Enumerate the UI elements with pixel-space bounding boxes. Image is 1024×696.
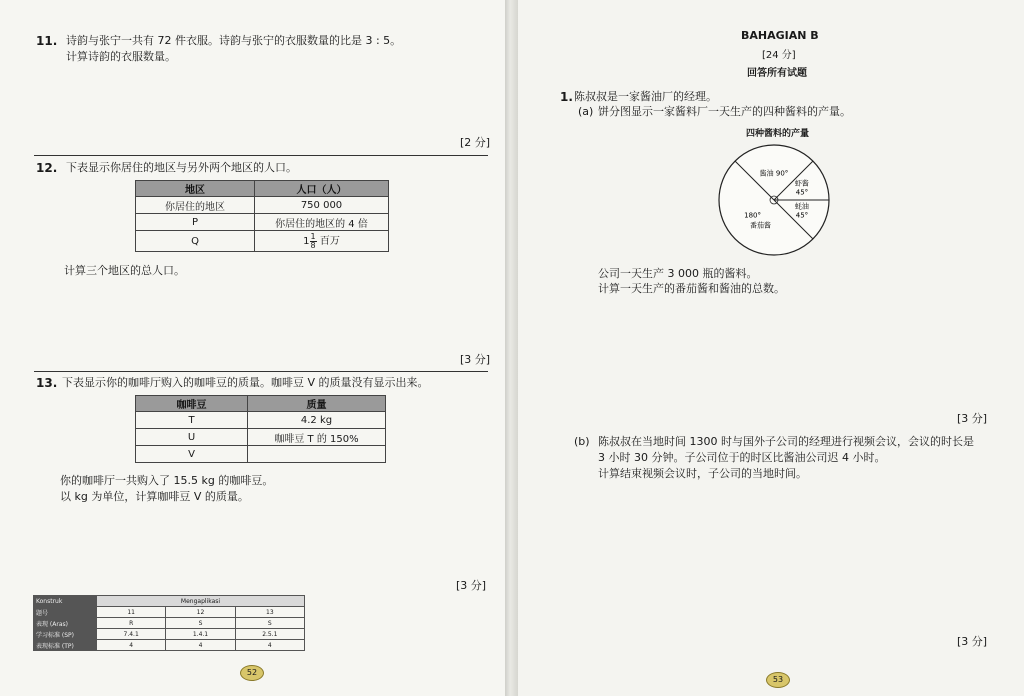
part-b-text-1: 陈叔叔在当地时间 1300 时与国外子公司的经理进行视频会议，会议的时长是	[598, 435, 974, 448]
section-total-marks: [24 分]	[762, 50, 796, 61]
table-cell: 题号	[34, 607, 97, 618]
section-instruction: 回答所有试题	[747, 68, 807, 79]
table-header: 咖啡豆	[136, 396, 248, 412]
table-cell: 750 000	[255, 197, 389, 214]
part-a-label: (a)	[578, 105, 594, 118]
table-cell: 你居住的地区	[136, 197, 255, 214]
pie-slice-angle: 180°	[744, 211, 761, 220]
table-cell: P	[136, 214, 255, 231]
konstruk-header: Mengaplikasi	[97, 596, 305, 607]
table-cell: 4	[166, 640, 235, 651]
pie-slice-label: 酱油 90°	[759, 169, 789, 178]
q11-ask: 计算诗韵的衣服数量。	[66, 50, 176, 63]
table-cell	[248, 446, 386, 463]
part-b-text-2: 3 小时 30 分钟。子公司位于的时区比酱油公司迟 4 小时。	[598, 451, 886, 464]
table-cell: 你居住的地区的 4 倍	[255, 214, 389, 231]
table-header: 质量	[248, 396, 386, 412]
q12-marks: [3 分]	[460, 353, 491, 366]
table-cell: 2.5.1	[235, 629, 304, 640]
table-row	[136, 231, 389, 252]
table-row	[34, 618, 305, 629]
table-row	[34, 640, 305, 651]
q12-ask: 计算三个地区的总人口。	[64, 264, 185, 277]
table-cell: 表现标准 (TP)	[34, 640, 97, 651]
table-cell: T	[136, 412, 248, 429]
table-cell: 咖啡豆 T 的 150%	[248, 429, 386, 446]
table-cell: 11	[97, 607, 166, 618]
table-cell: 4	[97, 640, 166, 651]
table-cell: 4.2 kg	[248, 412, 386, 429]
table-cell: S	[235, 618, 304, 629]
pie-chart-title: 四种酱料的产量	[746, 129, 810, 139]
q11-marks: [2 分]	[460, 136, 491, 149]
table-row	[34, 629, 305, 640]
q11-text: 诗韵与张宁一共有 72 件衣服。诗韵与张宁的衣服数量的比是 3 : 5。	[66, 34, 402, 47]
pie-slice-label: 番茄酱	[750, 221, 772, 230]
table-cell: U	[136, 429, 248, 446]
table-row	[136, 214, 389, 231]
page-number: 52	[240, 665, 264, 681]
part-b-label: (b)	[574, 435, 590, 448]
q13-intro: 下表显示你的咖啡厅购入的咖啡豆的质量。咖啡豆 V 的质量没有显示出来。	[62, 376, 429, 389]
table-cell: 13	[235, 607, 304, 618]
q13-table	[135, 395, 386, 463]
table-header: 人口（人）	[255, 181, 389, 197]
pie-slice-label: 蚝油	[794, 202, 809, 211]
part-a-ask: 计算一天生产的番茄酱和酱油的总数。	[598, 282, 785, 295]
table-row	[34, 607, 305, 618]
right-page	[518, 0, 1024, 696]
unit-label: 百万	[319, 236, 340, 248]
q-population-cell	[255, 231, 389, 252]
table-cell: 学习标准 (SP)	[34, 629, 97, 640]
fraction	[310, 233, 317, 250]
table-cell: V	[136, 446, 248, 463]
table-cell: 1.4.1	[166, 629, 235, 640]
q11-number: 11.	[36, 34, 58, 48]
q13-number: 13.	[36, 376, 58, 390]
q12-number: 12.	[36, 161, 58, 175]
page-number: 53	[766, 672, 790, 688]
part-a-marks: [3 分]	[957, 412, 988, 425]
fraction-denominator: 8	[310, 240, 316, 250]
part-b-ask: 计算结束视频会议时，子公司的当地时间。	[598, 467, 807, 480]
pie-slice-label: 虾酱	[794, 179, 809, 188]
left-page	[0, 0, 505, 696]
divider	[34, 371, 488, 372]
table-row	[136, 429, 386, 446]
pie-slice-angle: 45°	[795, 211, 809, 220]
table-cell: 4	[235, 640, 304, 651]
section-title: BAHAGIAN B	[741, 29, 819, 42]
part-b-marks: [3 分]	[957, 635, 988, 648]
q13-given: 你的咖啡厅一共购入了 15.5 kg 的咖啡豆。	[60, 474, 274, 487]
table-cell: 表现 (Aras)	[34, 618, 97, 629]
table-row	[136, 412, 386, 429]
pie-slice-angle: 45°	[795, 188, 809, 197]
fraction-numerator: 1	[310, 231, 316, 241]
table-row	[136, 197, 389, 214]
table-cell: 7.4.1	[97, 629, 166, 640]
mixed-number-whole: 1	[303, 236, 310, 248]
table-row	[136, 446, 386, 463]
q1-number: 1.	[560, 90, 573, 104]
table-header: 地区	[136, 181, 255, 197]
divider	[34, 155, 488, 156]
q12-intro: 下表显示你居住的地区与另外两个地区的人口。	[66, 161, 297, 174]
q1-intro: 陈叔叔是一家酱油厂的经理。	[574, 90, 717, 103]
pie-chart	[714, 138, 834, 262]
table-cell: 12	[166, 607, 235, 618]
table-cell: S	[166, 618, 235, 629]
book-gutter	[505, 0, 518, 696]
q13-marks: [3 分]	[456, 579, 487, 592]
konstruk-header: Konstruk	[34, 596, 97, 607]
table-cell: Q	[136, 231, 255, 252]
part-a-text: 饼分图显示一家酱料厂一天生产的四种酱料的产量。	[598, 105, 851, 118]
konstruk-table	[33, 595, 305, 651]
table-cell: R	[97, 618, 166, 629]
q13-ask: 以 kg 为单位，计算咖啡豆 V 的质量。	[60, 490, 249, 503]
part-a-given: 公司一天生产 3 000 瓶的酱料。	[598, 267, 758, 280]
q12-table	[135, 180, 389, 252]
